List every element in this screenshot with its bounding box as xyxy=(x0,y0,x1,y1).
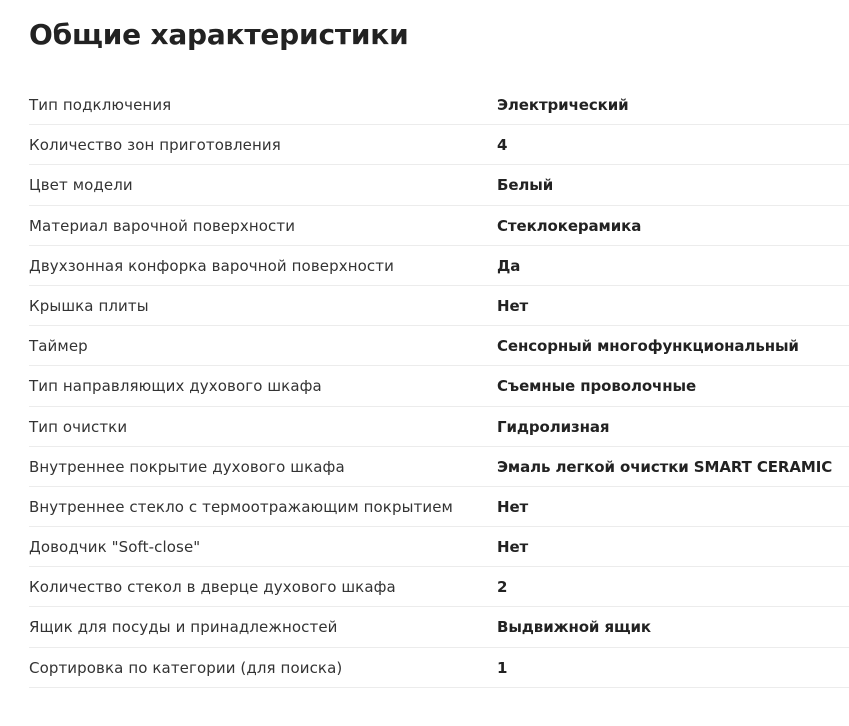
spec-value: Съемные проволочные xyxy=(497,377,697,396)
spec-row xyxy=(29,206,849,246)
specifications-list xyxy=(29,85,849,688)
spec-label: Количество зон приготовления xyxy=(29,136,281,155)
spec-label: Тип подключения xyxy=(29,96,172,114)
spec-label: Внутреннее покрытие духового шкафа xyxy=(29,457,345,476)
spec-row xyxy=(29,567,849,607)
section-title: Общие характеристики xyxy=(29,18,409,51)
spec-label: Двухзонная конфорка варочной поверхности xyxy=(29,256,394,275)
spec-value: Белый xyxy=(497,176,554,195)
spec-row xyxy=(29,286,849,326)
spec-value: Гидролизная xyxy=(497,417,610,436)
spec-row xyxy=(29,447,849,487)
spec-row xyxy=(29,246,849,286)
spec-value: Нет xyxy=(497,497,529,516)
spec-value: Нет xyxy=(497,538,529,557)
spec-value: Эмаль легкой очистки SMART CERAMIC xyxy=(497,457,833,476)
spec-label: Сортировка по категории (для поиска) xyxy=(29,658,343,677)
spec-label: Внутреннее стекло с термоотражающим покрытием xyxy=(29,497,453,516)
spec-label: Таймер xyxy=(29,337,88,356)
spec-value: 2 xyxy=(497,578,508,597)
spec-value: Стеклокерамика xyxy=(497,216,642,235)
spec-value: 1 xyxy=(497,658,508,677)
spec-value: Нет xyxy=(497,296,529,315)
spec-value: Сенсорный многофункциональный xyxy=(497,337,799,356)
spec-label: Тип очистки xyxy=(29,417,128,436)
spec-label: Цвет модели xyxy=(29,176,133,195)
spec-row xyxy=(29,125,849,165)
spec-value: Да xyxy=(497,256,521,275)
spec-label: Тип направляющих духового шкафа xyxy=(29,377,322,396)
spec-row xyxy=(29,85,849,125)
spec-value: Электрический xyxy=(497,96,629,114)
spec-row xyxy=(29,607,849,647)
spec-row xyxy=(29,487,849,527)
spec-row xyxy=(29,527,849,567)
spec-row xyxy=(29,366,849,406)
spec-label: Доводчик "Soft-close" xyxy=(29,538,201,557)
spec-label: Крышка плиты xyxy=(29,296,149,315)
spec-label: Ящик для посуды и принадлежностей xyxy=(29,618,338,637)
spec-row xyxy=(29,648,849,688)
spec-row xyxy=(29,326,849,366)
spec-label: Количество стекол в дверце духового шкафа xyxy=(29,578,396,597)
spec-value: 4 xyxy=(497,136,508,155)
spec-label: Материал варочной поверхности xyxy=(29,216,296,235)
spec-row xyxy=(29,407,849,447)
spec-value: Выдвижной ящик xyxy=(497,618,651,637)
spec-row xyxy=(29,165,849,205)
